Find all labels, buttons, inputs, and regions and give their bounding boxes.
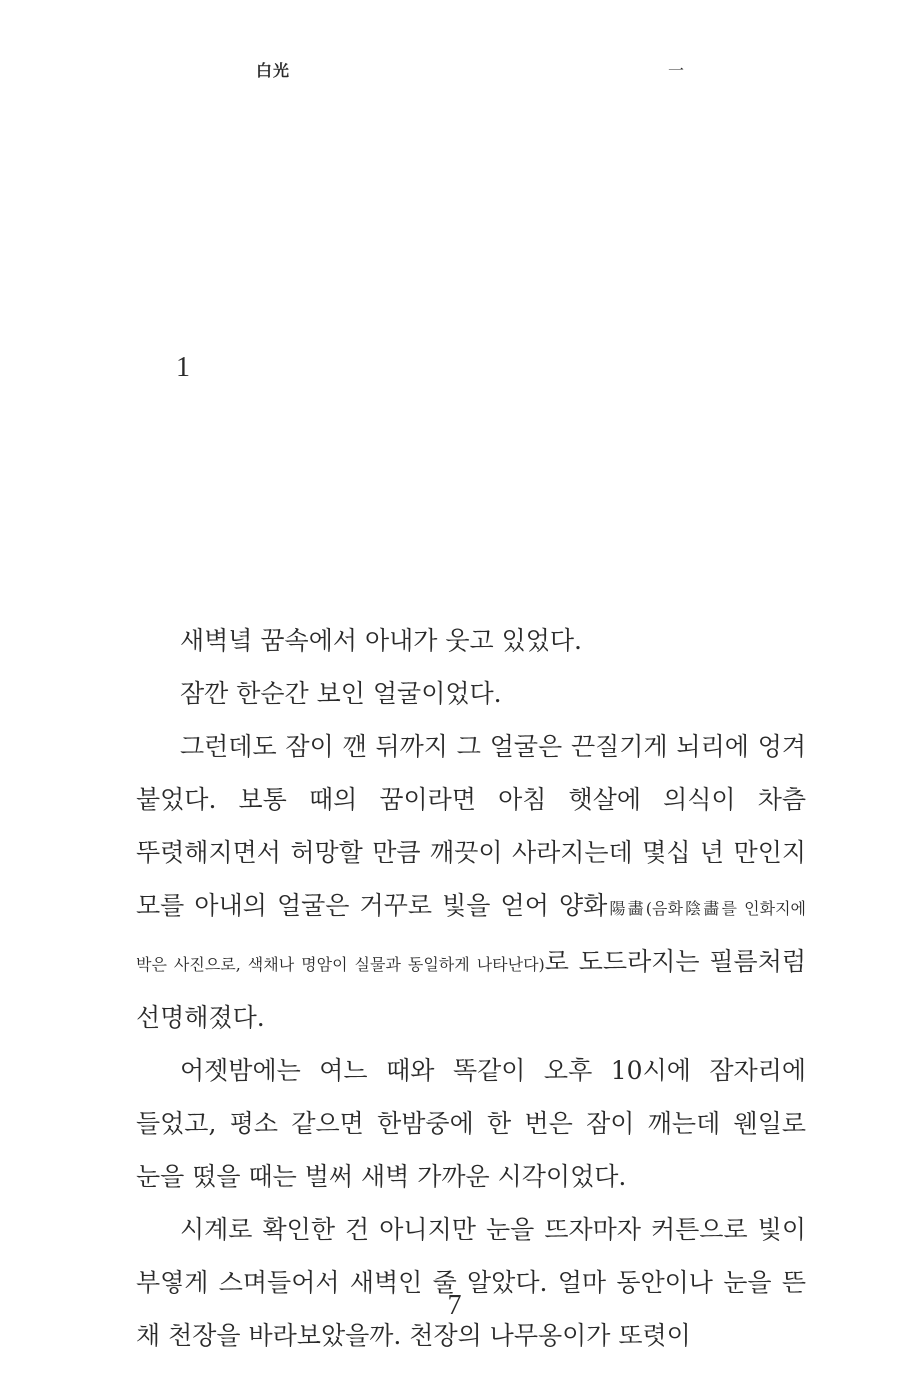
paragraph: 시계로 확인한 건 아니지만 눈을 뜨자마자 커튼으로 빛이 부옇게 스며들어서 새벽인 줄 알았다. 얼마 동안이나 눈을 뜬 채 천장을 바라보았을까. 천장의 나무옹이가 또렷이 [136, 1215, 806, 1350]
chapter-number: 1 [176, 352, 190, 383]
footnote-inline-gloss: 陽畵(음화陰畵를 인화지에 박은 사진으로, 색채나 명암이 실물과 동일하게 나타난다) [136, 899, 806, 974]
page-number: 7 [447, 1290, 462, 1321]
paragraph-text: 로 도드라지는 필름처럼 선명해졌다. [136, 947, 806, 1032]
body-text [136, 614, 806, 1362]
paragraph-text: 그런데도 잠이 깬 뒤까지 그 얼굴은 끈질기게 뇌리에 엉겨 붙었다. 보통 때의 꿈이라면 아침 햇살에 의식이 차츰 뚜렷해지면서 허망할 만큼 깨끗이 사라지는데 몇십 년 만인지 모를 아내의 얼굴은 거꾸로 빛을 얻어 양화 [136, 732, 806, 920]
paragraph: 새벽녘 꿈속에서 아내가 웃고 있었다. [180, 626, 582, 655]
running-head-part-mark: 一 [668, 61, 686, 80]
running-head-title: 白光 [256, 61, 291, 80]
paragraph: 잠깐 한순간 보인 얼굴이었다. [180, 679, 502, 708]
paragraph: 어젯밤에는 여느 때와 똑같이 오후 10시에 잠자리에 들었고, 평소 같으면 한밤중에 한 번은 잠이 깨는데 웬일로 눈을 떴을 때는 벌써 새벽 가까운 시각이었다. [136, 1056, 806, 1191]
paragraph [136, 720, 806, 1044]
